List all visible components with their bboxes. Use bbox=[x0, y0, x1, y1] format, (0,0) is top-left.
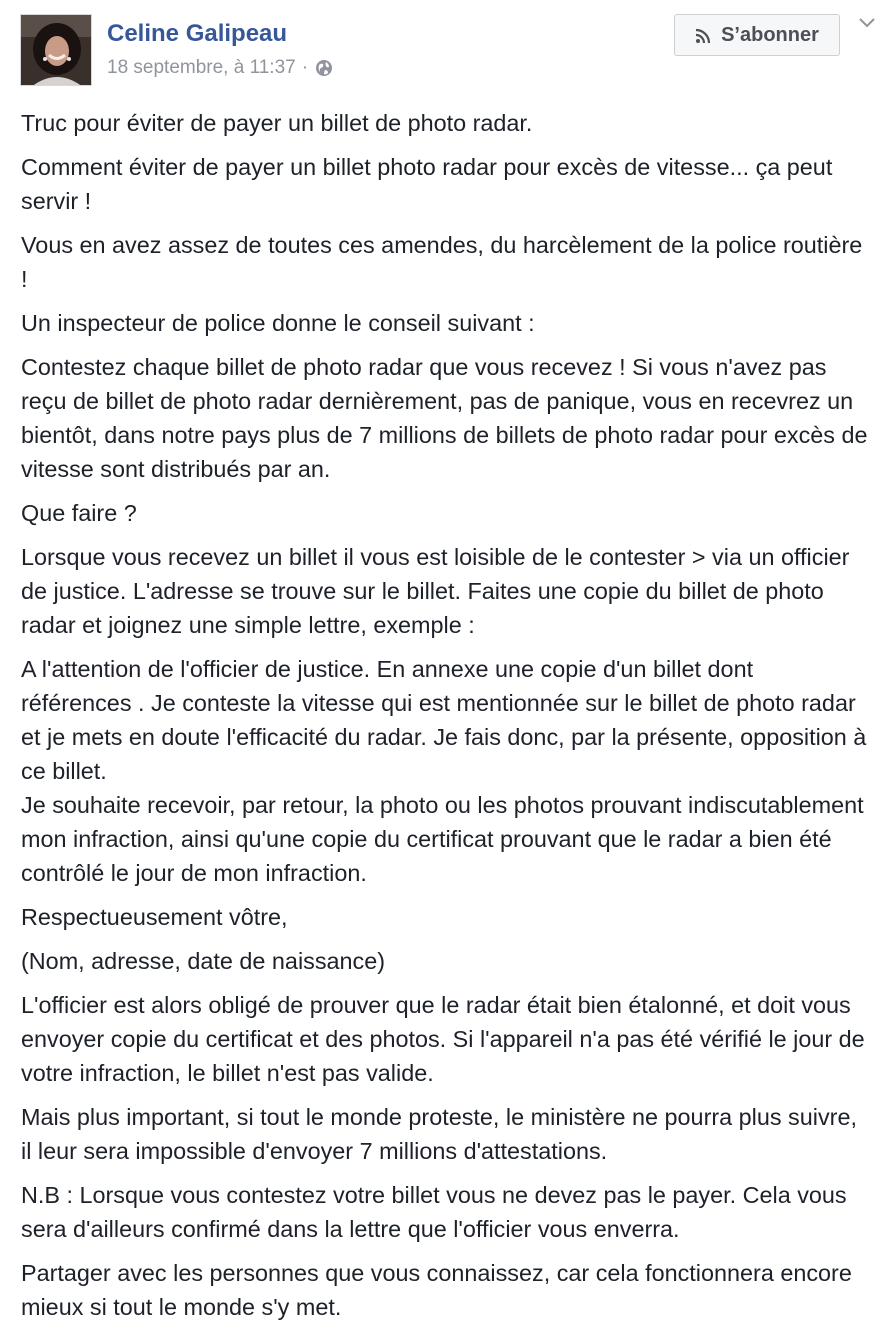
post-paragraph: Contestez chaque billet de photo radar que vous recevez ! Si vous n'avez pas reçu de billet de photo radar dernièrement, pas de panique, vous en recevrez un bientôt, dans notre pays plus de 7 millions de billets de photo radar pour excès de vitesse sont distribués par an. bbox=[21, 354, 868, 482]
subscribe-button[interactable] bbox=[674, 14, 840, 56]
post-paragraph: Mais plus important, si tout le monde proteste, le ministère ne pourra plus suivre, il leur sera impossible d'envoyer 7 millions d'attestations. bbox=[21, 1104, 857, 1164]
subscribe-label: S’abonner bbox=[721, 23, 819, 46]
post-paragraph: Truc pour éviter de payer un billet de photo radar. bbox=[21, 110, 533, 136]
post-paragraph: Respectueusement vôtre, bbox=[21, 904, 288, 930]
post-paragraph: Un inspecteur de police donne le conseil suivant : bbox=[21, 310, 535, 336]
post-paragraph: N.B : Lorsque vous contestez votre billet vous ne devez pas le payer. Cela vous sera d'ailleurs confirmé dans la lettre que l'officier vous enverra. bbox=[21, 1182, 847, 1242]
meta-separator: · bbox=[301, 57, 309, 78]
chevron-down-icon[interactable] bbox=[858, 16, 876, 30]
avatar[interactable] bbox=[20, 14, 92, 86]
globe-icon[interactable] bbox=[315, 59, 333, 77]
post-paragraph: Partager avec les personnes que vous connaissez, car cela fonctionnera encore mieux si tout le monde s'y met. bbox=[21, 1260, 852, 1320]
post-timestamp[interactable]: 18 septembre, à 11:37 bbox=[107, 57, 296, 78]
author-name[interactable]: Celine Galipeau bbox=[107, 20, 288, 47]
post-paragraph: Vous en avez assez de toutes ces amendes, du harcèlement de la police routière ! bbox=[21, 232, 863, 292]
post-meta bbox=[107, 57, 333, 79]
post-body bbox=[21, 106, 869, 1334]
post-paragraph: A l'attention de l'officier de justice. En annexe une copie d'un billet dont références . Je conteste la vitesse qui est mentionnée sur le billet de photo radar et je mets en doute l'efficacité du radar. Je fais donc, par la présente, opposition à ce billet. Je souhaite recevoir, par retour, la photo ou les photos prouvant indiscutablement mon infraction, ainsi qu'une copie du certificat prouvant que le radar a bien été contrôlé le jour de mon infraction. bbox=[21, 656, 867, 886]
post-header bbox=[20, 14, 870, 86]
post-paragraph: (Nom, adresse, date de naissance) bbox=[21, 948, 386, 974]
rss-icon bbox=[695, 27, 711, 43]
post-paragraph: Lorsque vous recevez un billet il vous est loisible de le contester > via un officier de justice. L'adresse se trouve sur le billet. Faites une copie du billet de photo radar et joignez une simple lettre, exemple : bbox=[21, 544, 850, 638]
post-paragraph: Comment éviter de payer un billet photo radar pour excès de vitesse... ça peut servir ! bbox=[21, 154, 833, 214]
post-paragraph: Que faire ? bbox=[21, 500, 137, 526]
post-paragraph: L'officier est alors obligé de prouver que le radar était bien étalonné, et doit vous envoyer copie du certificat et des photos. Si l'appareil n'a pas été vérifié le jour de votre infraction, le billet n'est pas valide. bbox=[21, 992, 865, 1086]
